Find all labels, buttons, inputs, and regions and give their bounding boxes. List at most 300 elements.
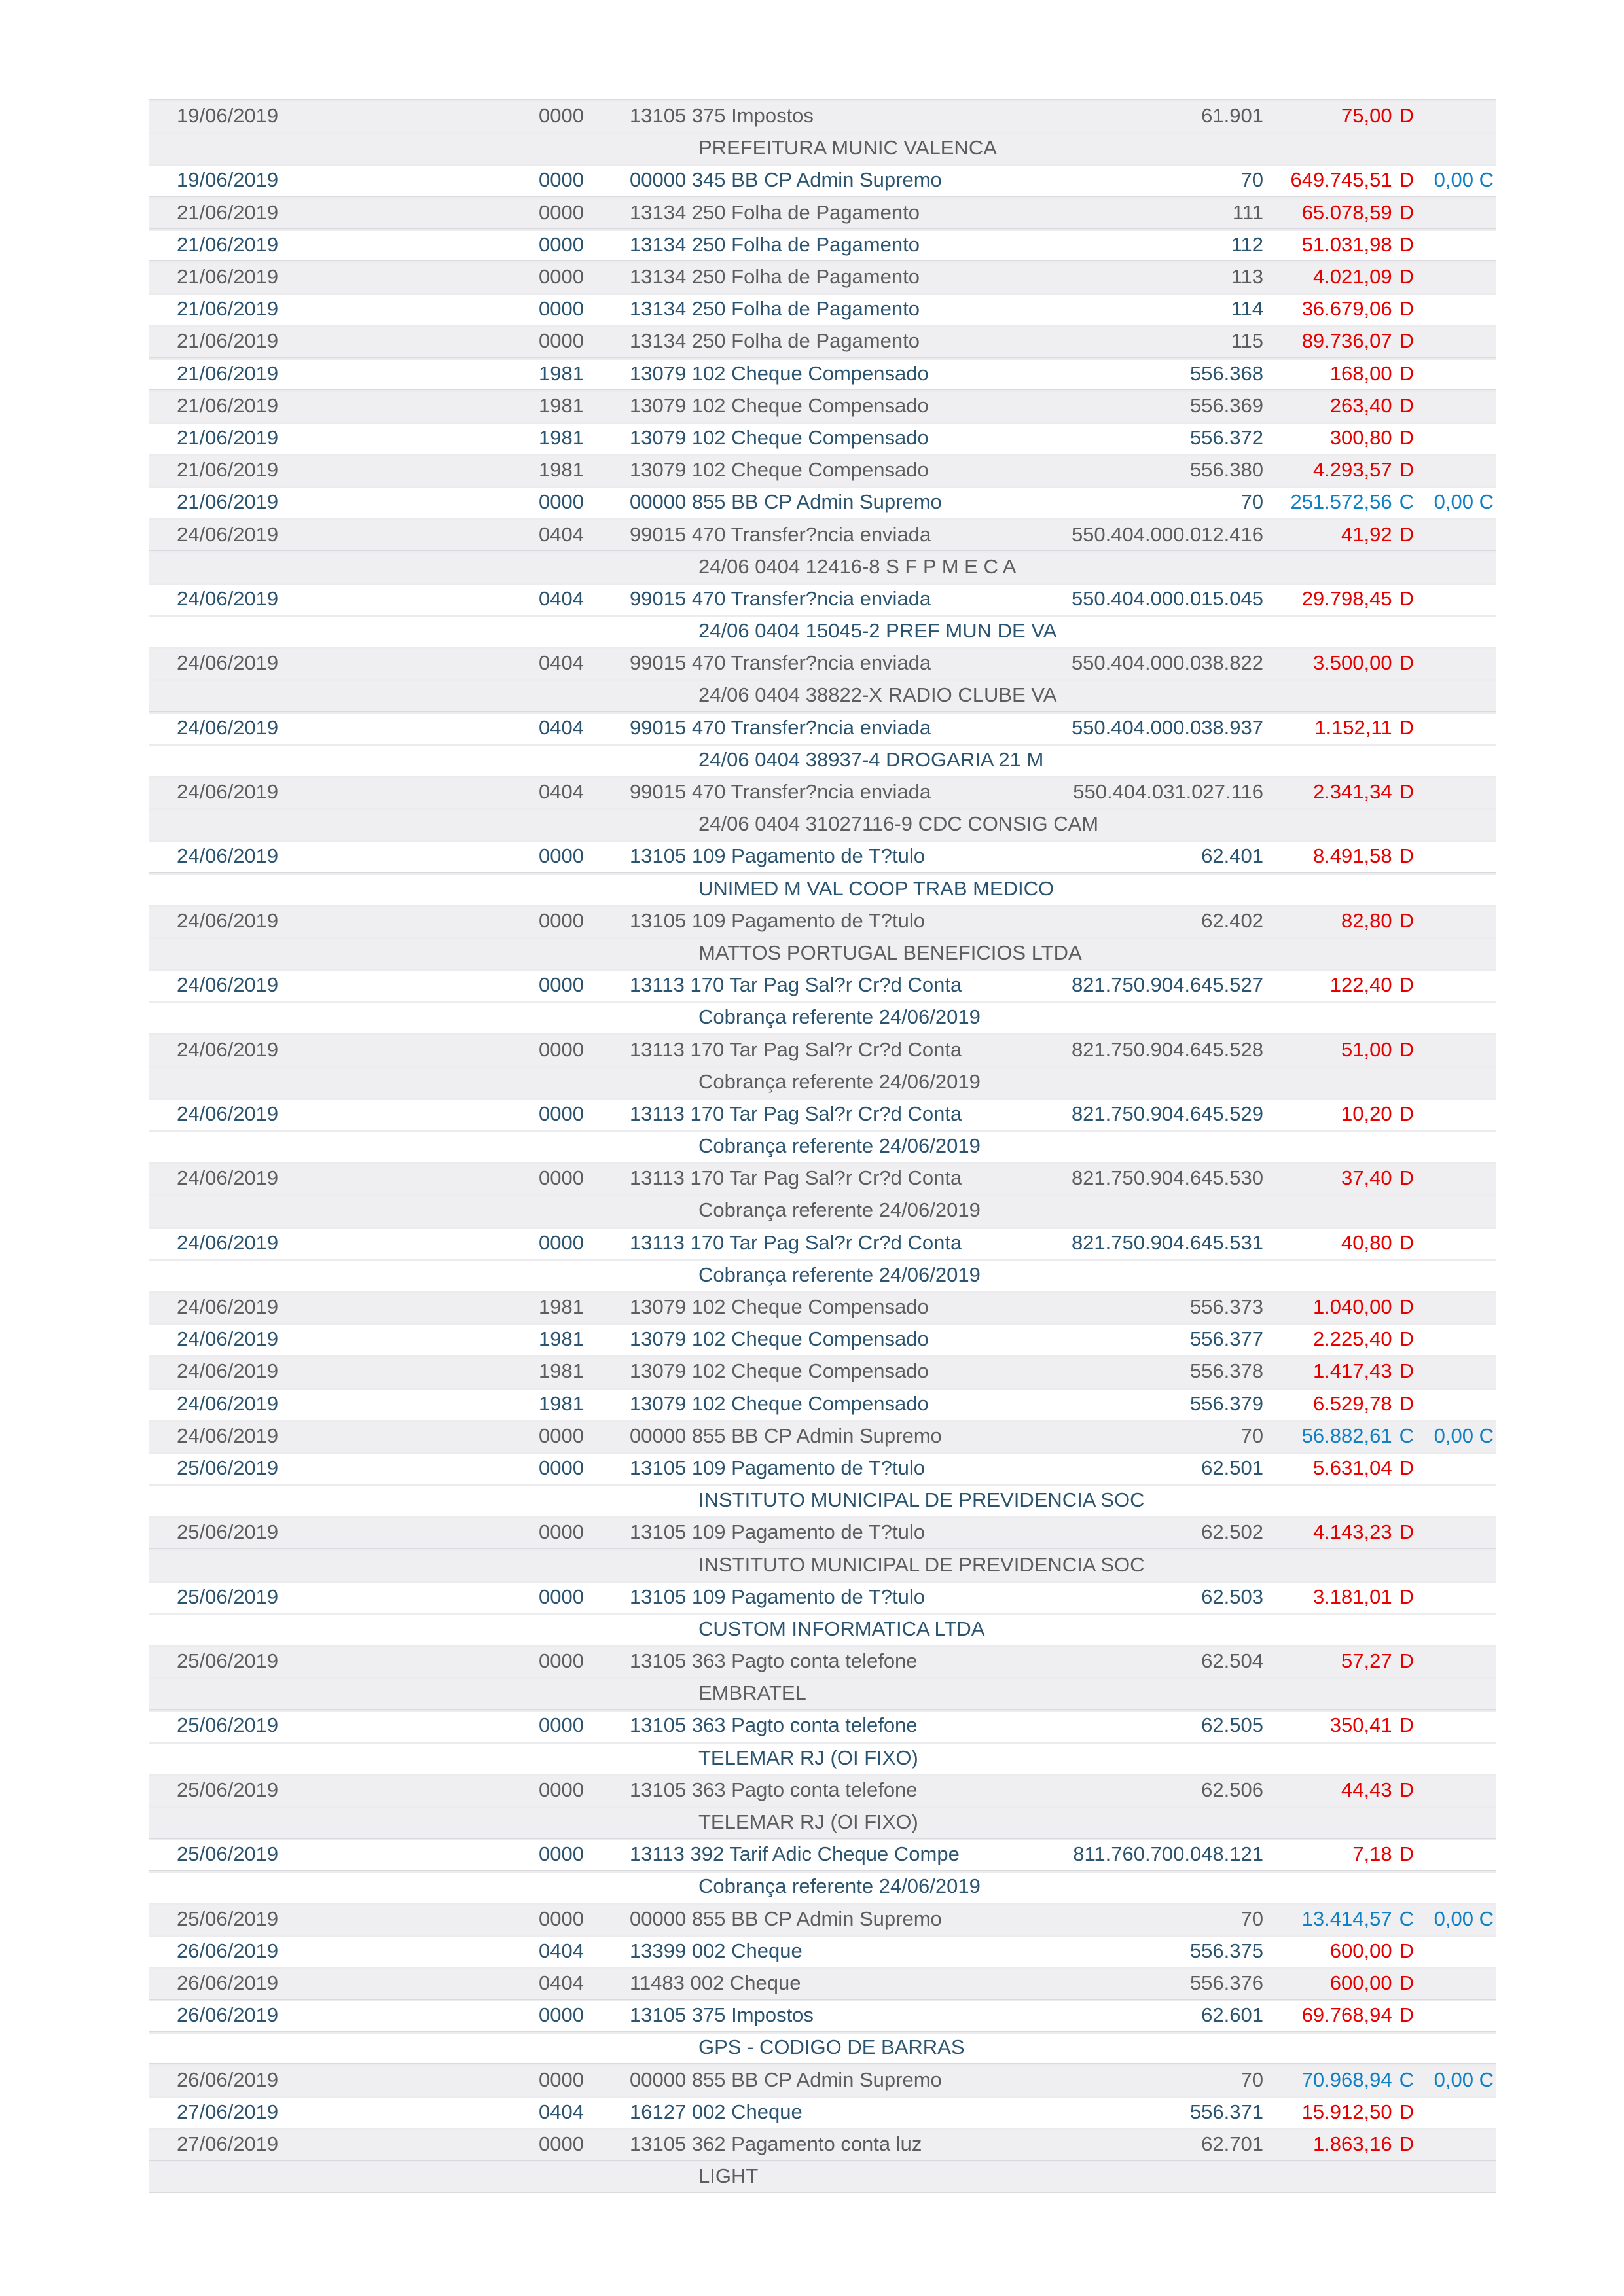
date-cell: 21/06/2019	[177, 361, 279, 385]
date-cell: 24/06/2019	[177, 908, 279, 932]
continuation-row	[149, 1130, 1496, 1162]
amount-text	[1263, 390, 1414, 422]
continuation-text: GPS - CODIGO DE BARRAS	[698, 2036, 965, 2059]
table-row	[149, 389, 1496, 422]
amount-number: 82,80	[1341, 908, 1392, 932]
value-cell	[1263, 519, 1414, 550]
continuation-text: Cobrança referente 24/06/2019	[698, 1874, 981, 1898]
value-cell	[1263, 197, 1414, 228]
document-number: 62.402	[1201, 908, 1263, 932]
agency-cell: 0000	[539, 490, 584, 514]
agency-cell: 1981	[539, 1327, 584, 1351]
document-number: 114	[1231, 297, 1263, 321]
continuation-text: UNIMED M VAL COOP TRAB MEDICO	[698, 876, 1055, 900]
continuation-row	[149, 1613, 1496, 1645]
debit-credit-indicator: C	[1399, 2068, 1414, 2091]
amount-number: 1.863,16	[1312, 2132, 1392, 2155]
amount-text	[1263, 1162, 1414, 1194]
continuation-text: 24/06 0404 15045-2 PREF MUN DE VA	[698, 619, 1057, 643]
amount-text	[1263, 840, 1414, 872]
table-row	[149, 1323, 1496, 1355]
amount-number: 3.500,00	[1312, 651, 1392, 675]
document-number: 62.401	[1201, 844, 1263, 868]
continuation-row	[149, 937, 1496, 969]
blocked-balance-cell	[1414, 164, 1494, 196]
value-cell	[1263, 583, 1414, 615]
table-row	[149, 1098, 1496, 1130]
amount-number: 1.417,43	[1312, 1359, 1392, 1383]
history-text: 13105 109 Pagamento de T?tulo	[630, 1456, 926, 1479]
document-number: 62.504	[1201, 1649, 1263, 1673]
debit-credit-indicator: D	[1399, 1456, 1414, 1479]
table-row	[149, 1033, 1496, 1065]
history-text: 13079 102 Cheque Compensado	[630, 458, 929, 482]
amount-text	[1263, 647, 1414, 679]
agency-cell: 0000	[539, 1102, 584, 1125]
amount-text	[1263, 1452, 1414, 1484]
table-row	[149, 1227, 1496, 1259]
table-row	[149, 583, 1496, 615]
document-number: 556.379	[1189, 1391, 1263, 1415]
debit-credit-indicator: D	[1399, 1166, 1414, 1190]
history-text: 13105 362 Pagamento conta luz	[630, 2132, 922, 2155]
agency-cell: 0000	[539, 2003, 584, 2027]
blocked-balance-cell	[1414, 486, 1494, 518]
debit-credit-indicator: D	[1399, 1037, 1414, 1061]
amount-text	[1263, 422, 1414, 454]
table-row	[149, 164, 1496, 196]
history-document-cell	[630, 100, 1263, 132]
history-document-cell	[630, 776, 1263, 808]
history-document-cell	[630, 293, 1263, 325]
table-row	[149, 2096, 1496, 2128]
document-number: 556.373	[1189, 1295, 1263, 1319]
agency-cell: 0000	[539, 232, 584, 256]
date-cell: 24/06/2019	[177, 1327, 279, 1351]
history-document-cell	[630, 164, 1263, 196]
document-number: 821.750.904.645.528	[1071, 1037, 1263, 1061]
amount-text	[1263, 1227, 1414, 1259]
date-cell: 21/06/2019	[177, 232, 279, 256]
amount-text	[1263, 1774, 1414, 1806]
history-document-cell	[630, 1227, 1263, 1259]
history-text: 00000 855 BB CP Admin Supremo	[630, 490, 942, 514]
history-document-cell	[630, 325, 1263, 357]
amount-number: 2.225,40	[1312, 1327, 1392, 1351]
history-document-cell	[630, 2064, 1263, 2096]
value-cell	[1263, 358, 1414, 389]
document-number: 550.404.031.027.116	[1073, 780, 1263, 804]
value-cell	[1263, 2096, 1414, 2128]
date-cell: 19/06/2019	[177, 104, 279, 128]
date-cell: 25/06/2019	[177, 1520, 279, 1544]
table-row	[149, 1516, 1496, 1548]
amount-text	[1263, 1710, 1414, 1741]
history-document-cell	[630, 1645, 1263, 1677]
date-cell: 26/06/2019	[177, 1971, 279, 1994]
date-cell: 21/06/2019	[177, 297, 279, 321]
blocked-balance-text: 0,00 C	[1434, 490, 1494, 514]
debit-credit-indicator: D	[1399, 458, 1414, 482]
history-document-cell	[630, 1839, 1263, 1870]
value-cell	[1263, 776, 1414, 808]
value-cell	[1263, 1516, 1414, 1548]
debit-credit-indicator: D	[1399, 586, 1414, 610]
debit-credit-indicator: D	[1399, 1327, 1414, 1351]
amount-number: 70.968,94	[1301, 2068, 1392, 2091]
history-text: 13134 250 Folha de Pagamento	[630, 297, 920, 321]
table-row	[149, 293, 1496, 325]
value-cell	[1263, 454, 1414, 486]
debit-credit-indicator: D	[1399, 1713, 1414, 1737]
amount-text	[1263, 1034, 1414, 1066]
table-row	[149, 2128, 1496, 2160]
amount-text	[1263, 197, 1414, 228]
document-number: 556.378	[1189, 1359, 1263, 1383]
agency-cell: 0000	[539, 1424, 584, 1447]
agency-cell: 0404	[539, 1939, 584, 1962]
history-text: 99015 470 Transfer?ncia enviada	[630, 586, 931, 610]
value-cell	[1263, 969, 1414, 1001]
history-document-cell	[630, 1710, 1263, 1741]
document-number: 62.506	[1201, 1778, 1263, 1801]
document-number: 70	[1240, 168, 1263, 192]
value-cell	[1263, 164, 1414, 196]
continuation-row	[149, 1742, 1496, 1774]
date-cell: 19/06/2019	[177, 168, 279, 192]
date-cell: 21/06/2019	[177, 329, 279, 353]
debit-credit-indicator: D	[1399, 973, 1414, 997]
debit-credit-indicator: D	[1399, 2100, 1414, 2123]
history-text: 13134 250 Folha de Pagamento	[630, 232, 920, 256]
continuation-row	[149, 1806, 1496, 1838]
amount-number: 44,43	[1341, 1778, 1392, 1801]
transactions-table	[149, 99, 1496, 2193]
history-text: 13105 363 Pagto conta telefone	[630, 1778, 918, 1801]
table-row	[149, 1388, 1496, 1420]
history-document-cell	[630, 1420, 1263, 1452]
history-text: 00000 855 BB CP Admin Supremo	[630, 1907, 942, 1930]
history-text: 13113 170 Tar Pag Sal?r Cr?d Conta	[630, 1166, 962, 1190]
agency-cell: 0000	[539, 168, 584, 192]
table-row	[149, 1709, 1496, 1741]
value-cell	[1263, 1291, 1414, 1323]
table-row	[149, 711, 1496, 744]
document-number: 70	[1240, 2068, 1263, 2091]
agency-cell: 0000	[539, 844, 584, 868]
continuation-text: INSTITUTO MUNICIPAL DE PREVIDENCIA SOC	[698, 1552, 1145, 1576]
value-cell	[1263, 100, 1414, 132]
table-row	[149, 1999, 1496, 2031]
date-cell: 26/06/2019	[177, 2068, 279, 2091]
value-cell	[1263, 1903, 1414, 1935]
document-number: 112	[1231, 232, 1263, 256]
amount-text	[1263, 2064, 1414, 2096]
agency-cell: 1981	[539, 361, 584, 385]
value-cell	[1263, 647, 1414, 679]
amount-number: 2.341,34	[1312, 780, 1392, 804]
agency-cell: 0000	[539, 1713, 584, 1737]
value-cell	[1263, 1774, 1414, 1806]
debit-credit-indicator: D	[1399, 908, 1414, 932]
value-cell	[1263, 1355, 1414, 1387]
agency-cell: 0000	[539, 1230, 584, 1254]
date-cell: 21/06/2019	[177, 425, 279, 449]
amount-text	[1263, 905, 1414, 937]
agency-cell: 0404	[539, 1971, 584, 1994]
continuation-text: TELEMAR RJ (OI FIXO)	[698, 1810, 918, 1834]
amount-text	[1263, 1967, 1414, 1999]
amount-text	[1263, 261, 1414, 293]
agency-cell: 0000	[539, 973, 584, 997]
table-row	[149, 260, 1496, 293]
amount-text	[1263, 358, 1414, 389]
value-cell	[1263, 390, 1414, 422]
amount-number: 300,80	[1329, 425, 1392, 449]
history-text: 13079 102 Cheque Compensado	[630, 1327, 929, 1351]
amount-text	[1263, 293, 1414, 325]
history-text: 13134 250 Folha de Pagamento	[630, 329, 920, 353]
date-cell: 27/06/2019	[177, 2132, 279, 2155]
history-text: 13079 102 Cheque Compensado	[630, 393, 929, 417]
agency-cell: 0000	[539, 1037, 584, 1061]
amount-number: 15.912,50	[1301, 2100, 1392, 2123]
value-cell	[1263, 486, 1414, 518]
amount-number: 6.529,78	[1312, 1391, 1392, 1415]
value-cell	[1263, 1581, 1414, 1613]
value-cell	[1263, 1098, 1414, 1130]
history-document-cell	[630, 422, 1263, 454]
document-number: 115	[1231, 329, 1263, 353]
amount-number: 4.021,09	[1312, 265, 1392, 289]
continuation-row	[149, 679, 1496, 711]
debit-credit-indicator: D	[1399, 1585, 1414, 1608]
amount-number: 75,00	[1341, 104, 1392, 128]
debit-credit-indicator: D	[1399, 522, 1414, 546]
agency-cell: 0000	[539, 329, 584, 353]
table-row	[149, 776, 1496, 808]
history-document-cell	[630, 1388, 1263, 1420]
continuation-row	[149, 1548, 1496, 1580]
history-text: 13105 109 Pagamento de T?tulo	[630, 908, 926, 932]
value-cell	[1263, 1227, 1414, 1259]
history-text: 00000 855 BB CP Admin Supremo	[630, 1424, 942, 1447]
agency-cell: 0000	[539, 1649, 584, 1673]
table-row	[149, 1935, 1496, 1967]
debit-credit-indicator: D	[1399, 1102, 1414, 1125]
debit-credit-indicator: D	[1399, 297, 1414, 321]
debit-credit-indicator: D	[1399, 265, 1414, 289]
value-cell	[1263, 325, 1414, 357]
debit-credit-indicator: D	[1399, 1230, 1414, 1254]
amount-text	[1263, 229, 1414, 260]
continuation-row	[149, 1484, 1496, 1516]
continuation-row	[149, 2160, 1496, 2192]
table-row	[149, 99, 1496, 132]
amount-number: 1.152,11	[1314, 715, 1392, 739]
date-cell: 24/06/2019	[177, 1424, 279, 1447]
debit-credit-indicator: D	[1399, 168, 1414, 192]
agency-cell: 0000	[539, 297, 584, 321]
amount-number: 69.768,94	[1301, 2003, 1392, 2027]
value-cell	[1263, 2000, 1414, 2031]
amount-number: 8.491,58	[1312, 844, 1392, 868]
history-document-cell	[630, 1291, 1263, 1323]
date-cell: 24/06/2019	[177, 586, 279, 610]
debit-credit-indicator: D	[1399, 780, 1414, 804]
history-document-cell	[630, 261, 1263, 293]
continuation-text: Cobrança referente 24/06/2019	[698, 1005, 981, 1029]
history-text: 13105 363 Pagto conta telefone	[630, 1649, 918, 1673]
amount-text	[1263, 583, 1414, 615]
value-cell	[1263, 712, 1414, 744]
amount-text	[1263, 1516, 1414, 1548]
table-row	[149, 647, 1496, 679]
continuation-row	[149, 1194, 1496, 1226]
continuation-text: 24/06 0404 31027116-9 CDC CONSIG CAM	[698, 812, 1099, 836]
date-cell: 21/06/2019	[177, 393, 279, 417]
value-cell	[1263, 261, 1414, 293]
history-document-cell	[630, 2128, 1263, 2160]
date-cell: 24/06/2019	[177, 1102, 279, 1125]
agency-cell: 0000	[539, 2068, 584, 2091]
amount-text	[1263, 776, 1414, 808]
document-number: 62.501	[1201, 1456, 1263, 1479]
table-row	[149, 840, 1496, 872]
date-cell: 24/06/2019	[177, 780, 279, 804]
history-document-cell	[630, 486, 1263, 518]
history-text: 13105 109 Pagamento de T?tulo	[630, 1520, 926, 1544]
agency-cell: 0000	[539, 200, 584, 224]
blocked-balance-text: 0,00 C	[1434, 1907, 1494, 1930]
table-row	[149, 1291, 1496, 1323]
history-document-cell	[630, 454, 1263, 486]
history-text: 13134 250 Folha de Pagamento	[630, 200, 920, 224]
debit-credit-indicator: D	[1399, 1520, 1414, 1544]
continuation-row	[149, 808, 1496, 840]
date-cell: 24/06/2019	[177, 973, 279, 997]
agency-cell: 1981	[539, 458, 584, 482]
continuation-text: MATTOS PORTUGAL BENEFICIOS LTDA	[698, 941, 1082, 964]
agency-cell: 0000	[539, 908, 584, 932]
debit-credit-indicator: D	[1399, 1391, 1414, 1415]
history-text: 13113 170 Tar Pag Sal?r Cr?d Conta	[630, 1230, 962, 1254]
history-document-cell	[630, 229, 1263, 260]
table-row	[149, 486, 1496, 518]
date-cell: 25/06/2019	[177, 1456, 279, 1479]
debit-credit-indicator: D	[1399, 232, 1414, 256]
document-number: 821.750.904.645.530	[1071, 1166, 1263, 1190]
amount-number: 251.572,56	[1290, 490, 1392, 514]
history-text: 16127 002 Cheque	[630, 2100, 803, 2123]
table-row	[149, 969, 1496, 1001]
agency-cell: 1981	[539, 393, 584, 417]
continuation-row	[149, 1066, 1496, 1098]
history-text: 13079 102 Cheque Compensado	[630, 361, 929, 385]
date-cell: 21/06/2019	[177, 490, 279, 514]
document-number: 70	[1240, 1907, 1263, 1930]
history-text: 00000 855 BB CP Admin Supremo	[630, 2068, 942, 2091]
date-cell: 25/06/2019	[177, 1585, 279, 1608]
blocked-balance-cell	[1414, 2064, 1494, 2096]
debit-credit-indicator: D	[1399, 1359, 1414, 1383]
history-document-cell	[630, 840, 1263, 872]
document-number: 821.750.904.645.529	[1071, 1102, 1263, 1125]
table-row	[149, 1355, 1496, 1387]
table-row	[149, 357, 1496, 389]
history-text: 13134 250 Folha de Pagamento	[630, 265, 920, 289]
value-cell	[1263, 293, 1414, 325]
amount-number: 65.078,59	[1301, 200, 1392, 224]
history-document-cell	[630, 390, 1263, 422]
debit-credit-indicator: D	[1399, 2003, 1414, 2027]
continuation-row	[149, 1870, 1496, 1902]
debit-credit-indicator: D	[1399, 425, 1414, 449]
value-cell	[1263, 1034, 1414, 1066]
agency-cell: 0404	[539, 715, 584, 739]
history-document-cell	[630, 358, 1263, 389]
history-text: 13113 392 Tarif Adic Cheque Compe	[630, 1842, 960, 1866]
debit-credit-indicator: D	[1399, 2132, 1414, 2155]
amount-text	[1263, 1935, 1414, 1967]
amount-text	[1263, 325, 1414, 357]
date-cell: 24/06/2019	[177, 715, 279, 739]
agency-cell: 1981	[539, 1295, 584, 1319]
history-text: 13105 109 Pagamento de T?tulo	[630, 1585, 926, 1608]
table-row	[149, 1774, 1496, 1806]
history-document-cell	[630, 583, 1263, 615]
history-text: 99015 470 Transfer?ncia enviada	[630, 522, 931, 546]
date-cell: 24/06/2019	[177, 1295, 279, 1319]
amount-text	[1263, 1420, 1414, 1452]
amount-text	[1263, 2128, 1414, 2160]
table-row	[149, 1452, 1496, 1484]
debit-credit-indicator: D	[1399, 651, 1414, 675]
debit-credit-indicator: D	[1399, 361, 1414, 385]
history-text: 13079 102 Cheque Compensado	[630, 425, 929, 449]
history-text: 11483 002 Cheque	[630, 1971, 801, 1994]
value-cell	[1263, 905, 1414, 937]
continuation-text: INSTITUTO MUNICIPAL DE PREVIDENCIA SOC	[698, 1488, 1145, 1512]
history-document-cell	[630, 1098, 1263, 1130]
value-cell	[1263, 2064, 1414, 2096]
date-cell: 26/06/2019	[177, 2003, 279, 2027]
table-row	[149, 2063, 1496, 2095]
amount-number: 7,18	[1352, 1842, 1392, 1866]
history-document-cell	[630, 197, 1263, 228]
agency-cell: 0000	[539, 1520, 584, 1544]
amount-text	[1263, 969, 1414, 1001]
document-number: 556.371	[1189, 2100, 1263, 2123]
agency-cell: 0404	[539, 651, 584, 675]
document-number: 556.375	[1189, 1939, 1263, 1962]
continuation-row	[149, 1259, 1496, 1291]
continuation-text: Cobrança referente 24/06/2019	[698, 1069, 981, 1093]
history-document-cell	[630, 1774, 1263, 1806]
amount-number: 4.293,57	[1312, 458, 1392, 482]
amount-number: 57,27	[1341, 1649, 1392, 1673]
amount-number: 51,00	[1341, 1037, 1392, 1061]
agency-cell: 0404	[539, 780, 584, 804]
date-cell: 24/06/2019	[177, 1037, 279, 1061]
table-row	[149, 325, 1496, 357]
amount-number: 56.882,61	[1301, 1424, 1392, 1447]
agency-cell: 1981	[539, 1359, 584, 1383]
history-document-cell	[630, 1516, 1263, 1548]
document-number: 550.404.000.015.045	[1071, 586, 1263, 610]
amount-number: 3.181,01	[1312, 1585, 1392, 1608]
continuation-text: Cobrança referente 24/06/2019	[698, 1198, 981, 1222]
